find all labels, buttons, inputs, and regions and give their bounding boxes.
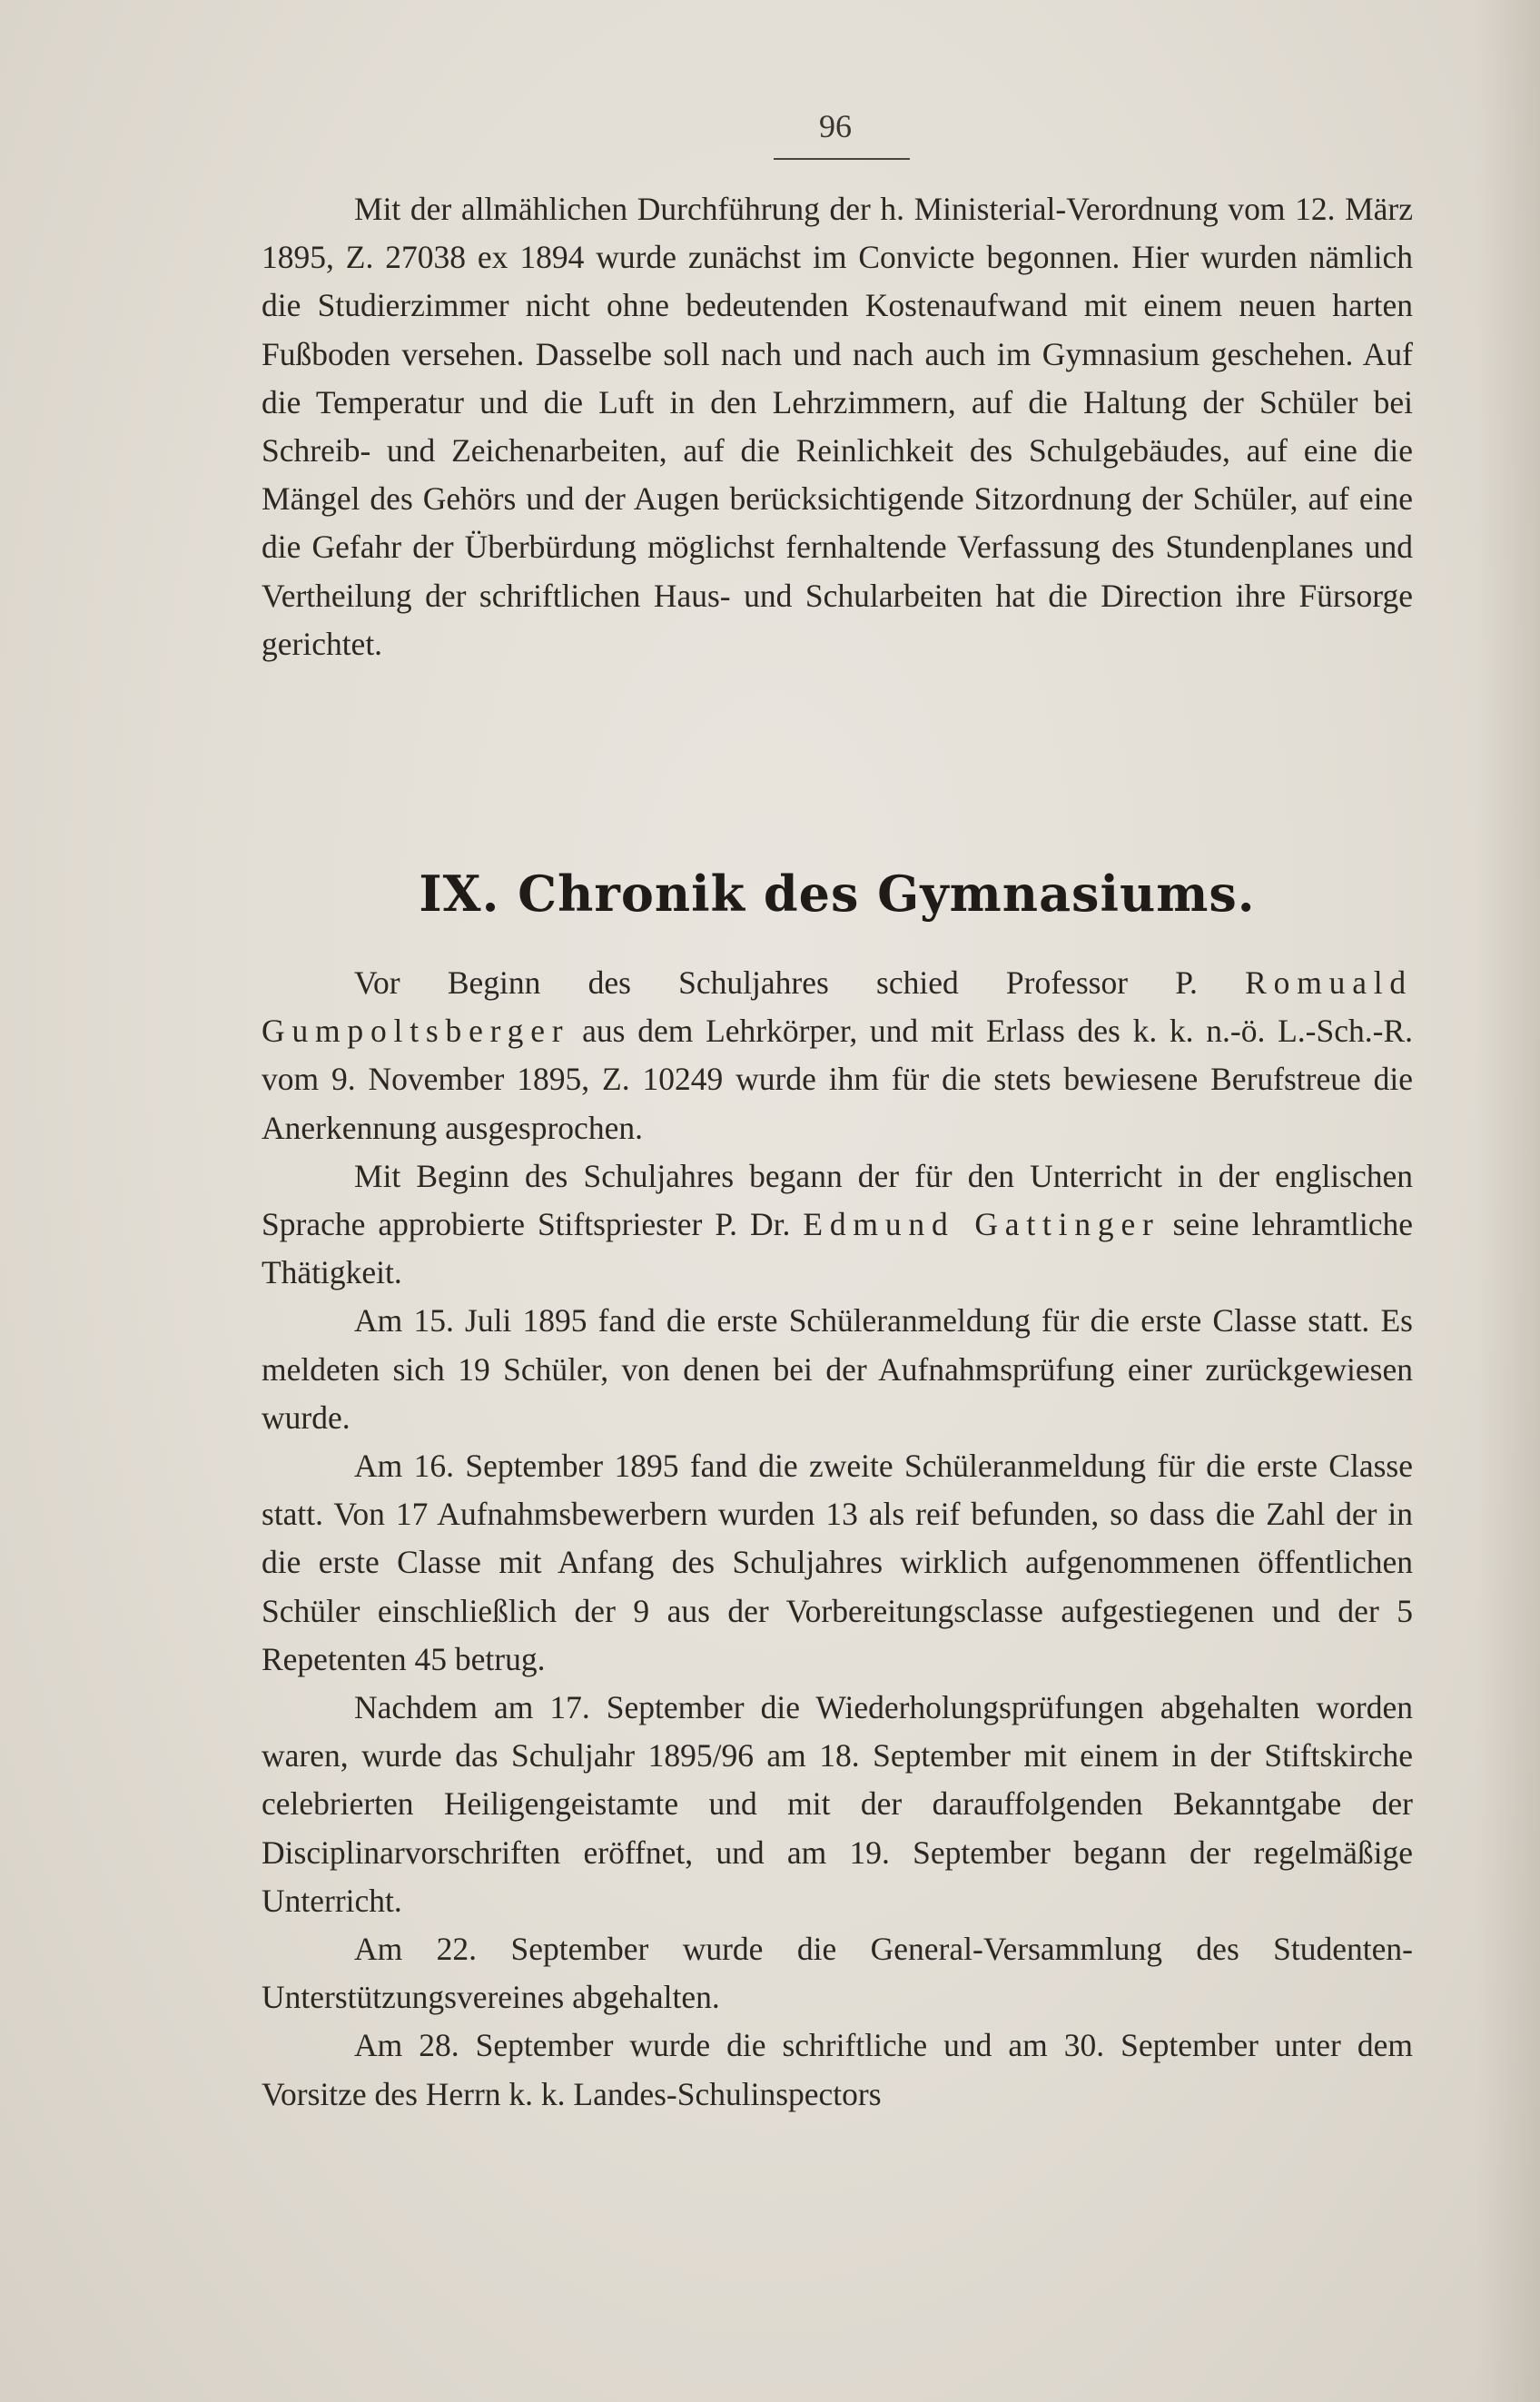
chronik-paragraph: Am 28. September wurde die schriftliche und am 30. September unter dem Vorsitze des Herrn k. k. Landes-Schulinspectors [262, 2027, 1413, 2112]
chronik-paragraph: Am 16. September 1895 fand die zweite Schüleranmeldung für die erste Classe statt. Von 17 Aufnahmsbewerbern wurden 13 als reif befunden, so dass die Zahl der in die erste Classe mit Anfang des Schuljahres wirklich aufgenommenen öffentlichen Schüler einschließlich der 9 aus der Vorbereitungsclasse aufgestiegenen und der 5 Repetenten 45 betrug. [262, 1448, 1413, 1677]
intro-text-block [262, 185, 1413, 668]
page-edge-shadow [1476, 0, 1540, 2402]
chronik-p1-start: Vor Beginn des Schuljahres schied Professor P. [354, 964, 1246, 1001]
chronik-paragraph [262, 959, 1413, 1152]
chronik-paragraph [262, 1152, 1413, 1298]
section-heading: IX. Chronik des Gymnasiums. [419, 865, 1256, 923]
chronik-p1-end: aus dem Lehrkörper, und mit Erlass des k. k. n.-ö. L.-Sch.-R. vom 9. November 1895, Z. 10249 wurde ihm für die stets bewiesene Berufstreue die Anerkennung ausgesprochen. [262, 1013, 1413, 1146]
spaced-name-gattinger: Edmund Gattinger [803, 1206, 1160, 1243]
spaced-name-gumpoltsberger: Romuald Gumpoltsberger [262, 964, 1413, 1050]
paragraph-hygiene: Mit der allmählichen Durchführung der h. Ministerial-Verordnung vom 12. März 1895, Z. 27038 ex 1894 wurde zunächst im Convicte begonnen. Hier wurden nämlich die Studierzimmer nicht ohne bedeutenden Kostenaufwand mit einem neuen harten Fußboden versehen. Dasselbe soll nach und nach auch im Gymnasium geschehen. Auf die Temperatur und die Luft in den Lehrzimmern, auf die Haltung der Schüler bei Schreib- und Zeichenarbeiten, auf die Reinlichkeit des Schulgebäudes, auf eine die Mängel des Gehörs und der Augen berücksichtigende Sitzordnung der Schüler, auf eine die Gefahr der Überbürdung möglichst fernhaltende Verfassung des Stundenplanes und Vertheilung der schriftlichen Haus- und Schularbeiten hat die Direction ihre Fürsorge gerichtet. [262, 191, 1413, 662]
chronik-paragraph: Am 22. September wurde die General-Versammlung des Studenten-Unterstützungsvereines abgehalten. [262, 1931, 1413, 2016]
chronik-paragraph: Nachdem am 17. September die Wiederholungsprüfungen abgehalten worden waren, wurde das Schuljahr 1895/96 am 18. September mit einem in der Stiftskirche celebrierten Heiligengeistamte und mit der darauffolgenden Bekanntgabe der Disciplinarvorschriften eröffnet, und am 19. September begann der regelmäßige Unterricht. [262, 1689, 1413, 1919]
page-number-rule [774, 158, 910, 160]
chronik-text-block [262, 959, 1413, 2119]
chronik-p2-end: seine lehramtliche Thätigkeit. [262, 1206, 1414, 1291]
page-number: 96 [819, 108, 852, 144]
chronik-paragraph: Am 15. Juli 1895 fand die erste Schüleranmeldung für die erste Classe statt. Es meldeten sich 19 Schüler, von denen bei der Aufnahmsprüfung einer zurückgewiesen wurde. [262, 1302, 1413, 1436]
chronik-p2-start: Mit Beginn des Schuljahres begann der für den Unterricht in der englischen Sprache approbierte Stiftspriester P. Dr. [262, 1157, 1413, 1243]
